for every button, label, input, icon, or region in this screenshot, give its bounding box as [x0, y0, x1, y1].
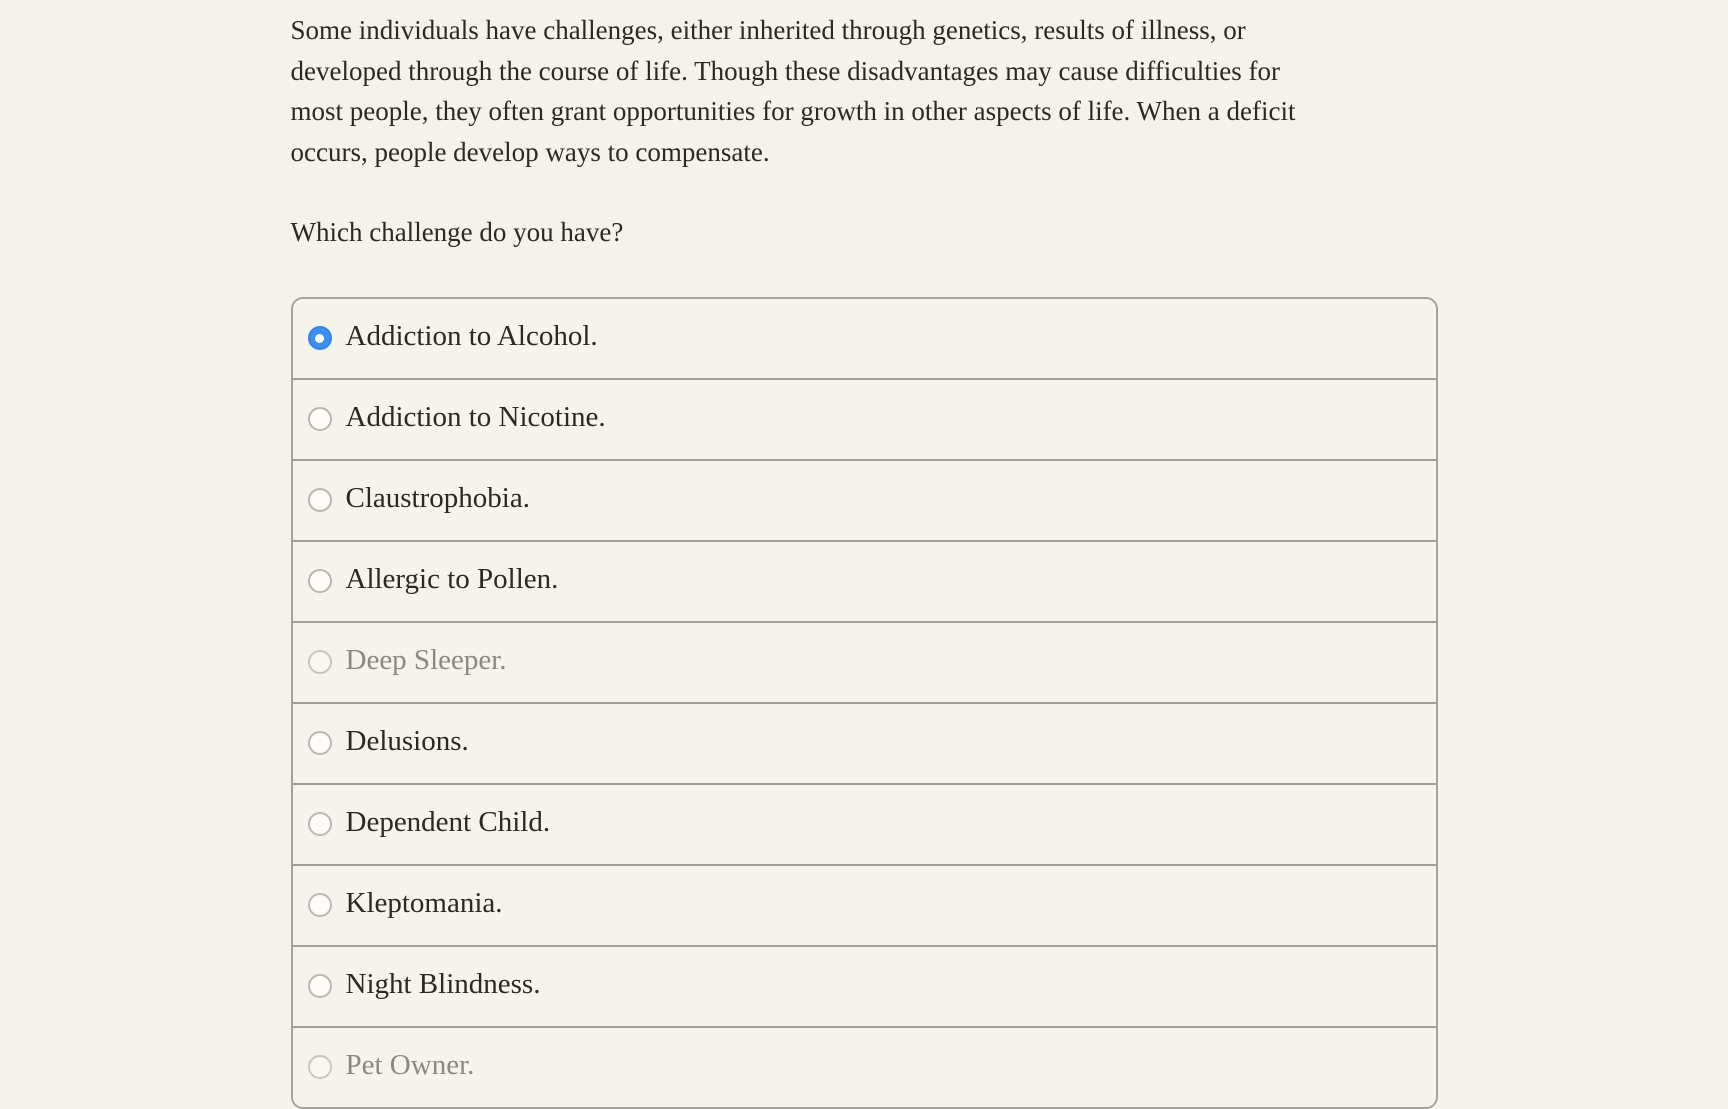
option-label: Deep Sleeper.: [345, 644, 507, 676]
challenge-option-row[interactable]: [293, 461, 1436, 542]
option-label: Delusions.: [345, 725, 469, 757]
challenge-options-list: [291, 297, 1438, 1109]
radio-button-icon[interactable]: [308, 407, 332, 431]
radio-dot-icon: [315, 901, 324, 910]
challenge-option-row[interactable]: [293, 866, 1436, 947]
option-label: Night Blindness.: [345, 968, 541, 1000]
radio-dot-icon: [315, 739, 324, 748]
radio-button-icon[interactable]: [308, 569, 332, 593]
radio-button-icon[interactable]: [308, 650, 332, 674]
challenge-option-row[interactable]: [293, 785, 1436, 866]
option-label: Addiction to Alcohol.: [345, 320, 598, 352]
radio-dot-icon: [315, 820, 324, 829]
radio-button-icon[interactable]: [308, 488, 332, 512]
main-content: [291, 0, 1438, 1109]
radio-button-icon[interactable]: [308, 731, 332, 755]
challenge-option-row[interactable]: [293, 623, 1436, 704]
radio-dot-icon: [315, 577, 324, 586]
radio-dot-icon: [315, 415, 324, 424]
option-label: Claustrophobia.: [345, 482, 530, 514]
challenge-option-row[interactable]: [293, 542, 1436, 623]
radio-dot-icon: [315, 658, 324, 667]
option-label: Kleptomania.: [345, 887, 503, 919]
radio-button-icon[interactable]: [308, 812, 332, 836]
radio-button-icon[interactable]: [308, 974, 332, 998]
radio-button-icon[interactable]: [308, 893, 332, 917]
intro-paragraph: Some individuals have challenges, either inherited through genetics, results of illness, or developed through the course of life. Though these disadvantages may cause difficulties for most people, they often grant opportunities for growth in other aspects of life. When a deficit occurs, people develop ways to compensate.: [290, 15, 1296, 167]
option-label: Allergic to Pollen.: [345, 563, 559, 595]
option-label: Addiction to Nicotine.: [345, 401, 606, 433]
radio-dot-icon: [315, 334, 324, 343]
challenge-option-row[interactable]: [293, 704, 1436, 785]
question-text: Which challenge do you have?: [290, 217, 624, 247]
challenge-option-row[interactable]: [293, 299, 1436, 380]
radio-dot-icon: [315, 1063, 324, 1072]
option-label: Pet Owner.: [345, 1049, 475, 1081]
challenge-option-row[interactable]: [293, 947, 1436, 1028]
radio-dot-icon: [315, 496, 324, 505]
radio-button-icon[interactable]: [308, 1055, 332, 1079]
challenge-option-row[interactable]: [293, 1028, 1436, 1107]
challenge-option-row[interactable]: [293, 380, 1436, 461]
radio-button-icon[interactable]: [308, 326, 332, 350]
option-label: Dependent Child.: [345, 806, 551, 838]
radio-dot-icon: [315, 982, 324, 991]
